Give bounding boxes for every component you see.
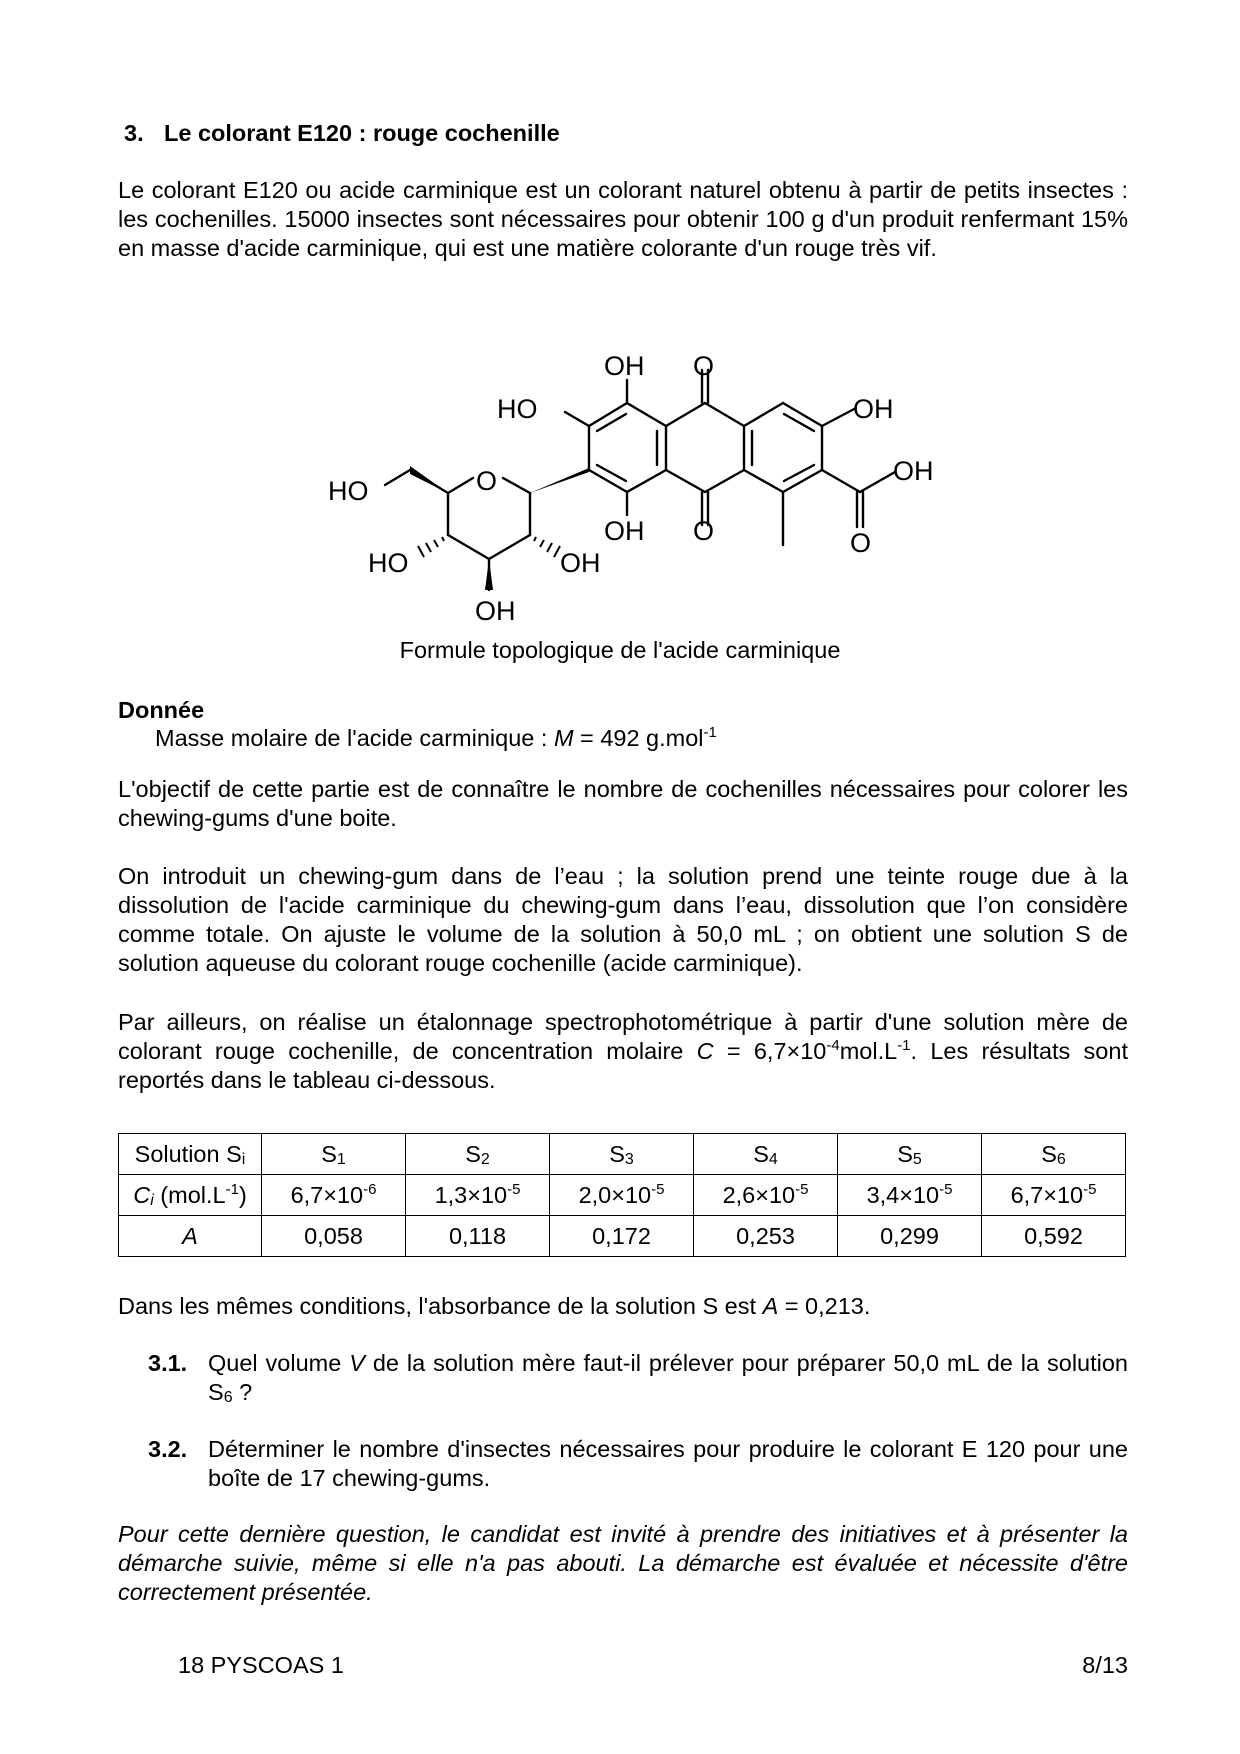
question-3-2 xyxy=(148,1435,1128,1493)
solution-name-cell xyxy=(550,1134,694,1175)
label-o-acid: O xyxy=(850,528,872,558)
calibration-value: = 6,7×10 xyxy=(713,1038,827,1064)
conc-exponent: -5 xyxy=(1083,1180,1097,1198)
label-ho-ch2: HO xyxy=(328,476,369,506)
label-o-mid: O xyxy=(693,516,715,546)
conc-exponent: -5 xyxy=(507,1180,521,1198)
concentration-cell xyxy=(982,1175,1126,1216)
conc-mantissa: 3,4×10 xyxy=(866,1181,940,1208)
absorbance-cell: 0,058 xyxy=(262,1216,406,1257)
measurement-line xyxy=(118,1292,1128,1321)
calibration-unit: mol.L xyxy=(839,1038,898,1064)
instruction-note: Pour cette dernière question, le candidat est invité à prendre des initiatives et à présenter la démarche suivie, même si elle n'a pas abouti. La démarche est évaluée et nécessite d'être correctement présentée. xyxy=(118,1521,1128,1605)
solution-name-cell xyxy=(838,1134,982,1175)
conc-sub: i xyxy=(150,1191,154,1209)
solution-sub: 6 xyxy=(1056,1150,1066,1168)
conc-close: ) xyxy=(238,1181,247,1208)
donnee-value: = 492 g.mol xyxy=(573,725,704,751)
question-text: Déterminer le nombre d'insectes nécessaires pour produire le colorant E 120 pour une boîte de 17 chewing-gums. xyxy=(208,1436,1128,1491)
measurement-text: Dans les mêmes conditions, l'absorbance de la solution S est xyxy=(118,1293,763,1319)
label-ho-left: HO xyxy=(497,394,538,424)
section-number: 3. xyxy=(124,120,144,146)
concentration-cell xyxy=(694,1175,838,1216)
section-title-text: Le colorant E120 : rouge cochenille xyxy=(164,120,560,146)
solution-sub: 1 xyxy=(336,1150,346,1168)
conc-exp: -1 xyxy=(225,1180,239,1198)
conc-exponent: -5 xyxy=(651,1180,665,1198)
carminic-acid-structure xyxy=(320,345,980,635)
question-number: 3.1. xyxy=(148,1350,188,1376)
label-ho-bottom: HO xyxy=(368,548,409,578)
label-oh-right: OH xyxy=(853,394,894,424)
calibration-part1: Par ailleurs, on réalise un étalonnage spectrophotométrique à partir d'une solution mère de colorant rouge cochenille, de concentration molaire xyxy=(118,1009,1128,1064)
conc-mantissa: 6,7×10 xyxy=(1010,1181,1084,1208)
label-oh-bottom: OH xyxy=(475,596,516,626)
solution-name-cell xyxy=(406,1134,550,1175)
figure-caption: Formule topologique de l'acide carminique xyxy=(399,637,841,663)
donnee-line xyxy=(155,725,717,752)
donnee-heading: Donnée xyxy=(118,697,205,723)
label-oh-acid: OH xyxy=(893,456,934,486)
calibration-symbol: C xyxy=(696,1038,714,1064)
calibration-exp: -4 xyxy=(826,1037,840,1054)
absorbance-cell: 0,172 xyxy=(550,1216,694,1257)
donnee-exponent: -1 xyxy=(703,724,717,741)
question-symbol: V xyxy=(349,1350,365,1376)
absorbance-cell: 0,118 xyxy=(406,1216,550,1257)
procedure-paragraph: On introduit un chewing-gum dans de l’eau ; la solution prend une teinte rouge due à la dissolution de l'acide carminique du chewing-gum dans l’eau, dissolution que l’on considère comme totale. On ajuste le volume de la solution à 50,0 mL ; on obtient une solution S de solution aqueuse du colorant rouge cochenille (acide carminique). xyxy=(118,863,1128,976)
question-number: 3.2. xyxy=(148,1436,188,1462)
header-absorbance xyxy=(119,1216,262,1257)
donnee-symbol: M xyxy=(553,725,574,751)
label-oh-mid: OH xyxy=(604,516,645,546)
donnee-text: Masse molaire de l'acide carminique : xyxy=(155,725,554,751)
header-concentration xyxy=(119,1175,262,1216)
measurement-value: = 0,213. xyxy=(778,1293,871,1319)
calibration-unit-exp: -1 xyxy=(897,1037,911,1054)
question-text xyxy=(208,1349,1128,1407)
label-oh-top: OH xyxy=(604,351,645,381)
solution-name: S xyxy=(753,1140,769,1167)
solution-name: S xyxy=(609,1140,625,1167)
conc-mantissa: 1,3×10 xyxy=(434,1181,508,1208)
intro-paragraph: Le colorant E120 ou acide carminique est un colorant naturel obtenu à partir de petits insectes : les cochenilles. 15000 insectes sont nécessaires pour obtenir 100 g d'un produit renfermant 15% en masse d'acide carminique, qui est une matière colorante d'un rouge très vif. xyxy=(118,177,1128,261)
solution-name-cell xyxy=(982,1134,1126,1175)
section-title xyxy=(124,120,560,147)
conc-mantissa: 6,7×10 xyxy=(290,1181,364,1208)
solution-name: S xyxy=(897,1140,913,1167)
header-solution xyxy=(119,1134,262,1175)
concentration-cell xyxy=(406,1175,550,1216)
question-sub: 6 xyxy=(223,1389,233,1406)
concentration-cell xyxy=(838,1175,982,1216)
solution-name: S xyxy=(321,1140,337,1167)
abs-symbol: A xyxy=(182,1222,198,1249)
conc-symbol: C xyxy=(133,1181,151,1208)
concentration-cell xyxy=(550,1175,694,1216)
absorbance-cell: 0,253 xyxy=(694,1216,838,1257)
solution-sub: 2 xyxy=(480,1150,490,1168)
header-solution-label: Solution S xyxy=(134,1140,242,1167)
conc-unit: (mol.L xyxy=(153,1181,226,1208)
solution-sub: 5 xyxy=(912,1150,922,1168)
question-text-a: Quel volume xyxy=(208,1350,350,1376)
solution-sub: 4 xyxy=(768,1150,778,1168)
table-row-solutions xyxy=(119,1134,1126,1175)
question-3-1 xyxy=(148,1349,1128,1407)
absorbance-cell: 0,592 xyxy=(982,1216,1126,1257)
calibration-part2: . Les résultats sont reportés dans le tableau ci-dessous. xyxy=(118,1038,1128,1093)
label-o-top: O xyxy=(693,351,715,381)
conc-exponent: -6 xyxy=(363,1180,377,1198)
label-oh-bottom-right: OH xyxy=(560,548,601,578)
calibration-table xyxy=(118,1133,1126,1257)
objective-paragraph: L'objectif de cette partie est de connaître le nombre de cochenilles nécessaires pour colorer les chewing-gums d'une boite. xyxy=(118,776,1128,831)
label-o-ring: O xyxy=(476,466,498,496)
solution-name: S xyxy=(1041,1140,1057,1167)
table-row-absorbance xyxy=(119,1216,1126,1257)
footer-page-number: 8/13 xyxy=(1082,1652,1128,1678)
conc-mantissa: 2,6×10 xyxy=(722,1181,796,1208)
conc-mantissa: 2,0×10 xyxy=(578,1181,652,1208)
header-solution-sub: i xyxy=(241,1150,246,1168)
footer-code: 18 PYSCOAS 1 xyxy=(178,1652,344,1678)
solution-name-cell xyxy=(262,1134,406,1175)
measurement-symbol: A xyxy=(762,1293,779,1319)
solution-name-cell xyxy=(694,1134,838,1175)
table-row-concentrations xyxy=(119,1175,1126,1216)
concentration-cell xyxy=(262,1175,406,1216)
question-text-c: ? xyxy=(232,1379,253,1405)
solution-sub: 3 xyxy=(624,1150,634,1168)
solution-name: S xyxy=(465,1140,481,1167)
conc-exponent: -5 xyxy=(795,1180,809,1198)
calibration-paragraph xyxy=(118,1008,1128,1095)
conc-exponent: -5 xyxy=(939,1180,953,1198)
absorbance-cell: 0,299 xyxy=(838,1216,982,1257)
question-text-b: de la solution mère faut-il prélever pour préparer 50,0 mL de la solution S xyxy=(208,1350,1128,1405)
